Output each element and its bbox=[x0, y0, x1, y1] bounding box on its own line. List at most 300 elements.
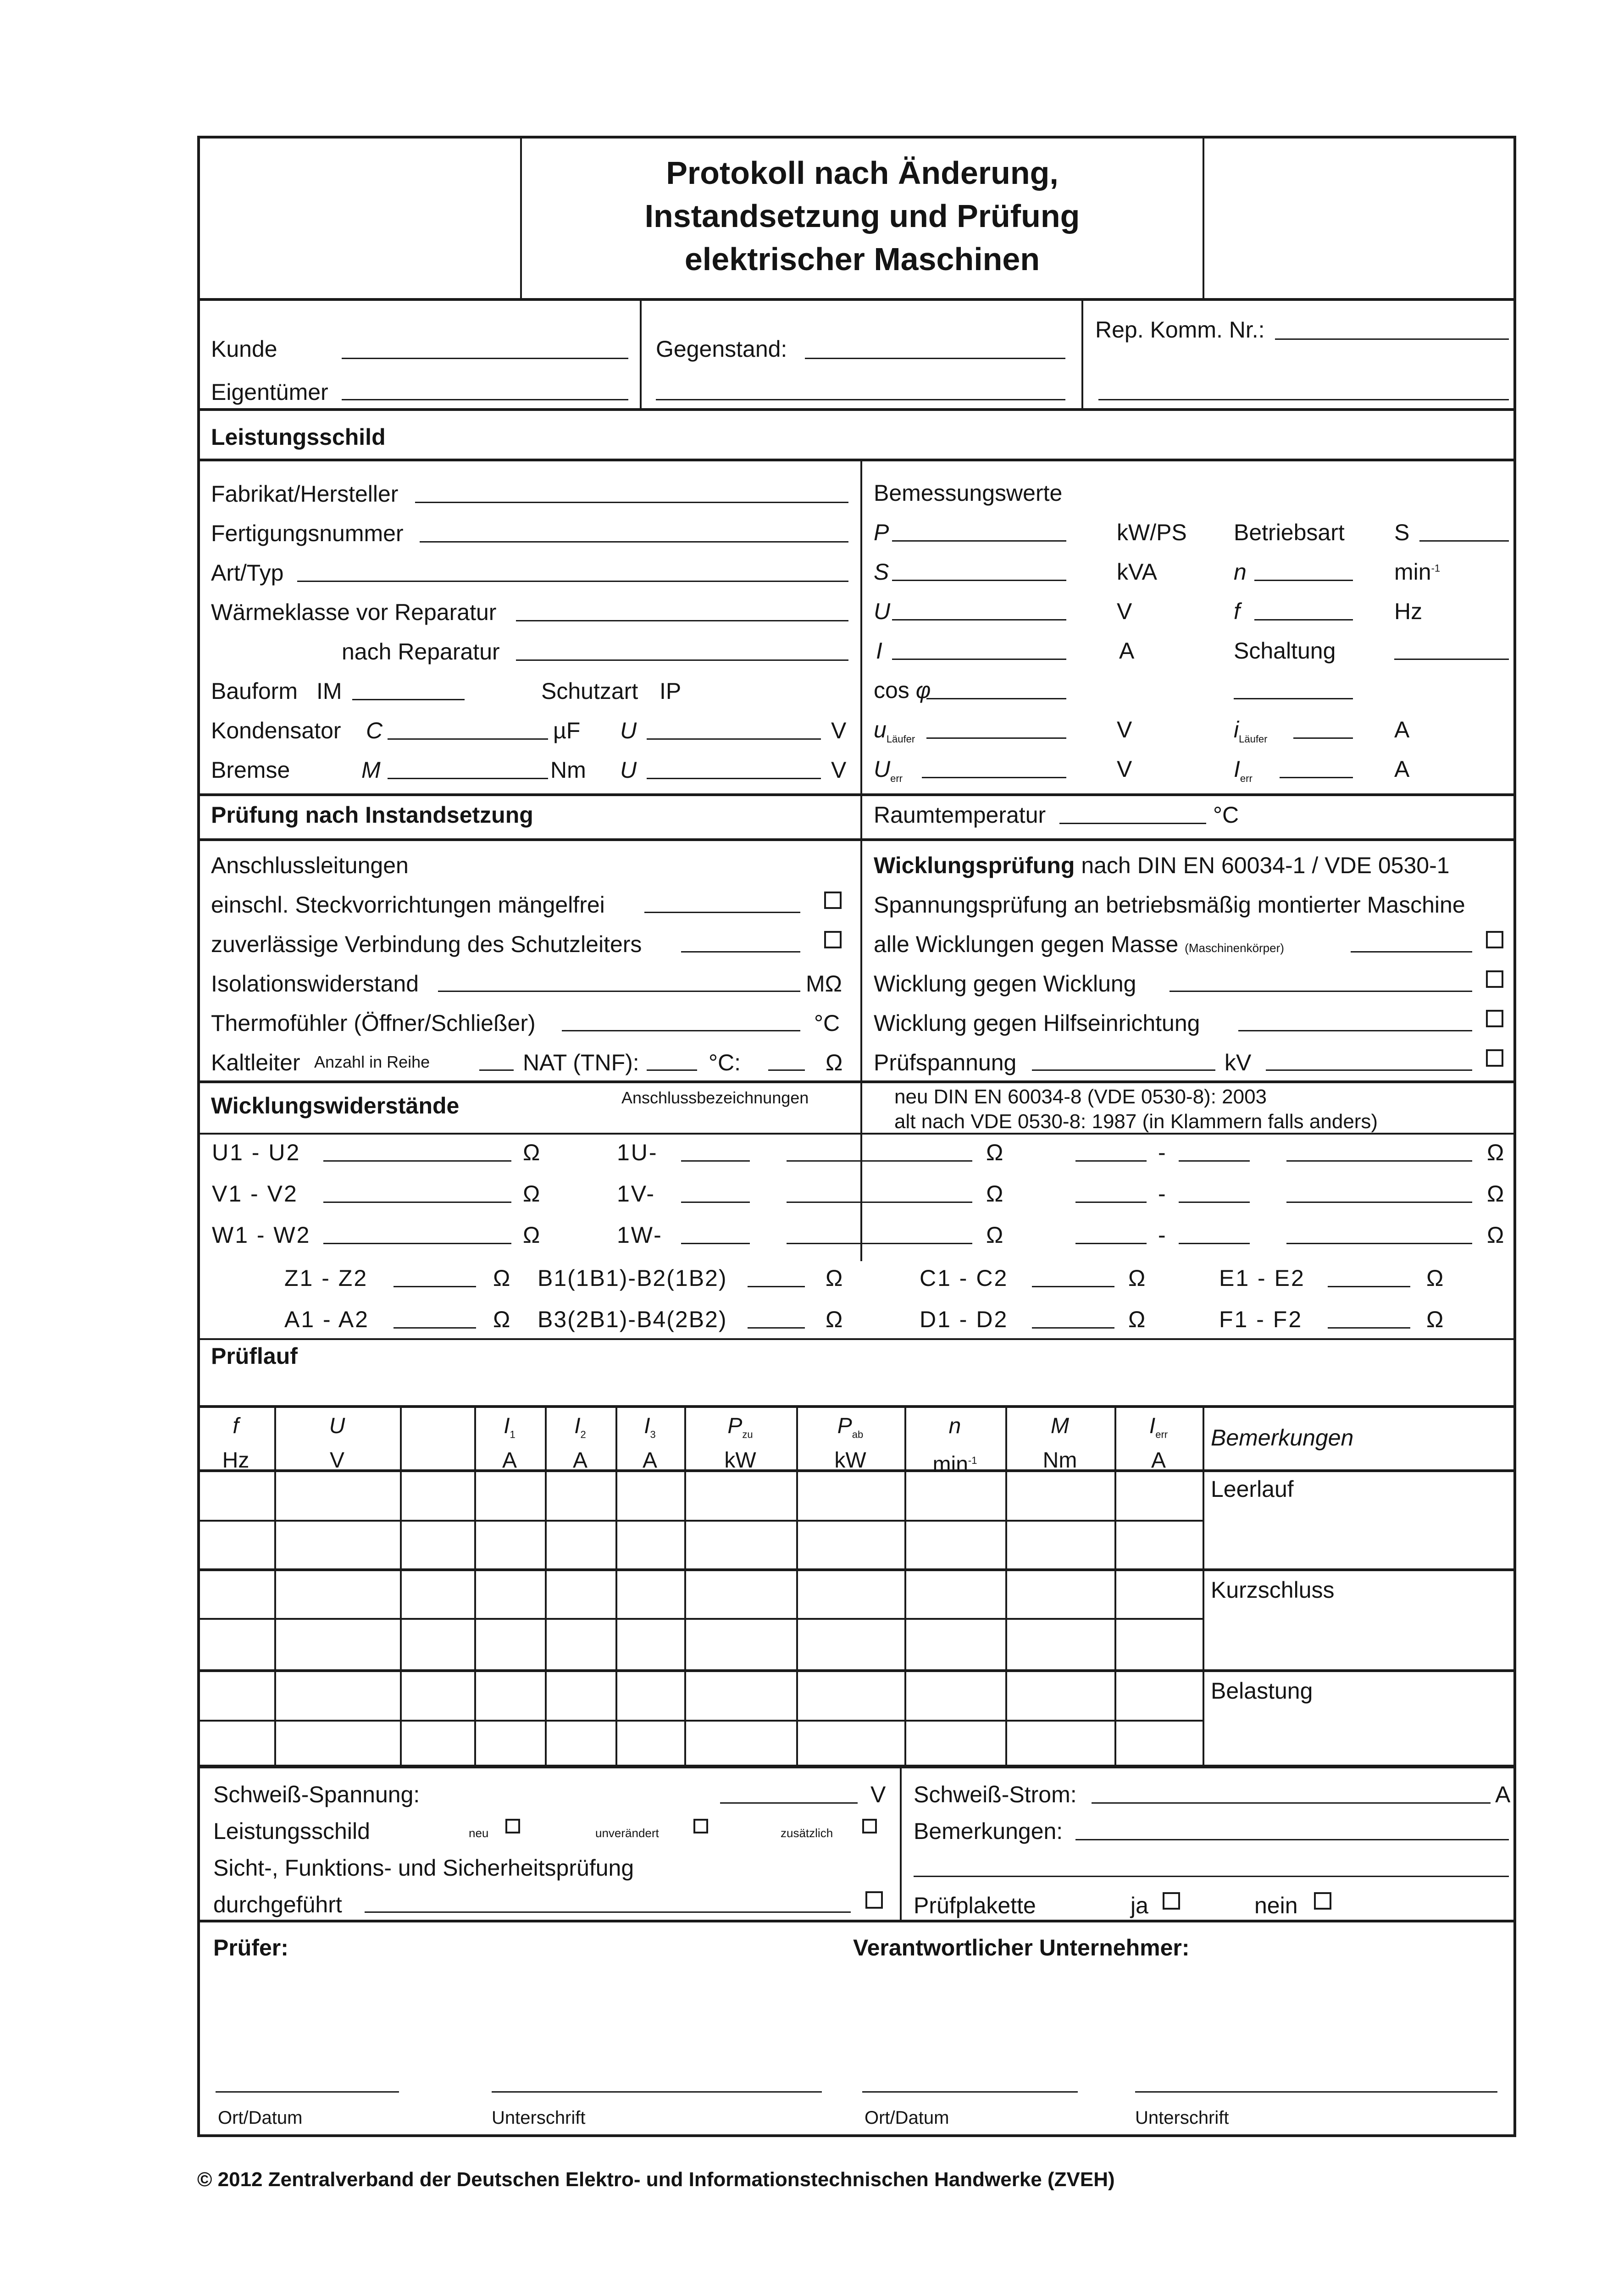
table-cell[interactable] bbox=[548, 1672, 615, 1719]
unternehmer-unterschrift-field[interactable] bbox=[1135, 2091, 1497, 2093]
winding-row-v-ohm: Ω bbox=[523, 1181, 540, 1207]
winding-row-v-field[interactable] bbox=[323, 1202, 511, 1203]
winding-b1-b2-label: B1(1B1)-B2(1B2) bbox=[538, 1265, 727, 1291]
table-cell[interactable] bbox=[200, 1621, 273, 1668]
table-cell[interactable] bbox=[618, 1672, 683, 1719]
pruefplakette-nein-checkbox[interactable] bbox=[1314, 1892, 1331, 1910]
u-err-symbol: $U_{err}$ bbox=[874, 756, 903, 784]
raumtemperatur-field[interactable] bbox=[1059, 823, 1206, 824]
frame-bottom bbox=[197, 2134, 1516, 2137]
winding-row-u-extra-value[interactable] bbox=[1286, 1160, 1472, 1162]
v-unit: V bbox=[1117, 598, 1132, 624]
table-header-unit: V bbox=[329, 1448, 344, 1473]
unternehmer-ort-datum-label: Ort/Datum bbox=[865, 2108, 949, 2128]
table-header-unit: $\min^{-1}$ bbox=[932, 1452, 977, 1477]
min-unit: $\min^{-1}$ bbox=[1394, 559, 1441, 585]
winding-row-w-old-field[interactable] bbox=[681, 1243, 750, 1244]
anschlussleitungen-label: Anschlussleitungen bbox=[211, 853, 409, 878]
table-header-symbol: $I_2$ bbox=[574, 1414, 586, 1440]
table-cell[interactable] bbox=[200, 1472, 273, 1519]
winding-row-u-old-field[interactable] bbox=[681, 1160, 750, 1162]
winding-row-u-ohm-3: Ω bbox=[1487, 1140, 1504, 1165]
customer-divider-1 bbox=[640, 298, 642, 408]
table-header-cell bbox=[474, 1413, 545, 1473]
pruefspannung-unit: kV bbox=[1225, 1050, 1252, 1075]
winding-row-v-extra-a[interactable] bbox=[1075, 1202, 1147, 1203]
winding-row-u-old: 1U- bbox=[617, 1140, 658, 1165]
table-cell[interactable] bbox=[403, 1672, 473, 1719]
header-bottom-line bbox=[197, 298, 1516, 301]
table-cell[interactable] bbox=[200, 1723, 273, 1765]
table-cell[interactable] bbox=[477, 1621, 544, 1668]
table-cell[interactable] bbox=[687, 1672, 795, 1719]
title-line-2: Instandsetzung und Prüfung bbox=[644, 198, 1080, 234]
welding-top-line bbox=[197, 1765, 1516, 1767]
steckvorrichtungen-field[interactable] bbox=[644, 912, 800, 913]
pruefer-ort-datum-label: Ort/Datum bbox=[218, 2108, 303, 2128]
kunde-label: Kunde bbox=[211, 336, 277, 362]
thermofuehler-unit: °C bbox=[814, 1010, 840, 1036]
table-header-unit: A bbox=[642, 1448, 657, 1473]
table-cell[interactable] bbox=[907, 1723, 1004, 1765]
nat-label: NAT (TNF): bbox=[523, 1050, 639, 1075]
winding-z1-z2-ohm: Ω bbox=[493, 1265, 510, 1291]
leistungsschild-zusaetzlich-checkbox[interactable] bbox=[862, 1819, 877, 1833]
sicht-pruefung-label: Sicht-, Funktions- und Sicherheitsprüfung bbox=[213, 1855, 634, 1881]
pruefspannung-label: Prüfspannung bbox=[874, 1050, 1017, 1075]
durchgefuehrt-checkbox[interactable] bbox=[865, 1891, 883, 1909]
welding-divider bbox=[900, 1765, 902, 1921]
betriebsart-label: Betriebsart bbox=[1234, 520, 1345, 545]
table-cell[interactable] bbox=[548, 1523, 615, 1567]
hilfseinrichtung-label: Wicklung gegen Hilfseinrichtung bbox=[874, 1010, 1200, 1036]
winding-row-v-extra-b[interactable] bbox=[1179, 1202, 1250, 1203]
title-line-3: elektrischer Maschinen bbox=[684, 241, 1040, 277]
leistungsschild-unveraendert-checkbox[interactable] bbox=[693, 1819, 708, 1833]
table-cell[interactable] bbox=[907, 1621, 1004, 1668]
bauform-field[interactable] bbox=[352, 699, 465, 700]
anzahl-in-reihe-label: Anzahl in Reihe bbox=[314, 1052, 430, 1071]
wicklungswiderstaende-heading: Wicklungswiderstände bbox=[211, 1093, 460, 1119]
table-cell[interactable] bbox=[403, 1472, 473, 1519]
thermofuehler-field[interactable] bbox=[562, 1030, 800, 1031]
pruefer-label: Prüfer: bbox=[213, 1935, 288, 1961]
spannungspruefung-label: Spannungsprüfung an betriebsmäßig montierter Maschine bbox=[874, 892, 1465, 918]
p-symbol: P bbox=[874, 520, 889, 545]
bremse-nm: Nm bbox=[550, 757, 586, 783]
raumtemperatur-label: Raumtemperatur bbox=[874, 802, 1046, 828]
winding-b1-b2-field[interactable] bbox=[748, 1286, 805, 1287]
winding-row-u-dash: - bbox=[1158, 1140, 1166, 1165]
u-err-unit: V bbox=[1117, 756, 1132, 782]
table-cell[interactable] bbox=[907, 1571, 1004, 1617]
fertigungsnummer-label: Fertigungsnummer bbox=[211, 521, 404, 546]
table-header-unit: kW bbox=[724, 1448, 756, 1473]
winding-a1-a2-ohm: Ω bbox=[493, 1307, 510, 1332]
table-header-symbol: $P_{zu}$ bbox=[727, 1414, 753, 1440]
table-cell[interactable] bbox=[799, 1621, 903, 1668]
kurzschluss-label: Kurzschluss bbox=[1211, 1577, 1335, 1603]
s-field[interactable] bbox=[892, 580, 1066, 581]
cos-phi-field[interactable] bbox=[926, 698, 1066, 699]
pruefer-ort-datum-field[interactable] bbox=[216, 2091, 399, 2093]
hilfseinrichtung-field[interactable] bbox=[1238, 1030, 1472, 1031]
winding-row-v-label: V1 - V2 bbox=[212, 1181, 298, 1207]
table-cell[interactable] bbox=[907, 1472, 1004, 1519]
table-cell[interactable] bbox=[618, 1472, 683, 1519]
table-cell[interactable] bbox=[477, 1723, 544, 1765]
pruefspannung-checkbox[interactable] bbox=[1486, 1049, 1503, 1067]
u-field[interactable] bbox=[892, 619, 1066, 620]
table-cell[interactable] bbox=[1117, 1523, 1202, 1567]
isolationswiderstand-label: Isolationswiderstand bbox=[211, 971, 419, 997]
i-laeufer-field[interactable] bbox=[1293, 737, 1353, 739]
table-cell[interactable] bbox=[548, 1723, 615, 1765]
winding-row-v-extra-value[interactable] bbox=[1286, 1202, 1472, 1203]
u-laeufer-symbol: $u_{Läufer}$ bbox=[874, 717, 915, 745]
leistungsschild-label: Leistungsschild bbox=[213, 1818, 370, 1844]
winding-f1-f2-label: F1 - F2 bbox=[1219, 1307, 1303, 1332]
table-header-unit: kW bbox=[834, 1448, 866, 1473]
unternehmer-ort-datum-field[interactable] bbox=[862, 2091, 1078, 2093]
betriebsart-s: S bbox=[1394, 520, 1410, 545]
schaltung-label: Schaltung bbox=[1234, 638, 1336, 664]
table-cell[interactable] bbox=[687, 1472, 795, 1519]
rep-komm-field-2[interactable] bbox=[1098, 399, 1509, 400]
table-cell[interactable] bbox=[477, 1672, 544, 1719]
hz-unit: Hz bbox=[1394, 598, 1423, 624]
schweiss-spannung-unit: V bbox=[870, 1782, 886, 1807]
pruefplakette-ja-label: ja bbox=[1131, 1893, 1148, 1918]
pruefspannung-field-2[interactable] bbox=[1266, 1069, 1472, 1071]
unternehmer-unterschrift-label: Unterschrift bbox=[1135, 2108, 1229, 2128]
bremse-label: Bremse bbox=[211, 757, 290, 783]
pruefer-unterschrift-field[interactable] bbox=[492, 2091, 822, 2093]
table-cell[interactable] bbox=[618, 1723, 683, 1765]
winding-row-u-extra-b[interactable] bbox=[1179, 1160, 1250, 1162]
leistungsschild-heading: Leistungsschild bbox=[211, 424, 386, 450]
schaltung-field-2[interactable] bbox=[1234, 698, 1353, 699]
prueflauf-table-top bbox=[197, 1405, 1516, 1408]
alle-wicklungen-field[interactable] bbox=[1351, 951, 1472, 953]
table-cell[interactable] bbox=[1008, 1723, 1114, 1765]
nat-temp-field[interactable] bbox=[768, 1069, 805, 1071]
table-cell[interactable] bbox=[799, 1472, 903, 1519]
winding-c1-c2-field[interactable] bbox=[1032, 1286, 1114, 1287]
im-label: IM bbox=[316, 678, 342, 704]
table-cell[interactable] bbox=[618, 1523, 683, 1567]
u-laeufer-field[interactable] bbox=[926, 737, 1066, 739]
u-laeufer-unit: V bbox=[1117, 717, 1132, 742]
eigentuemer-field[interactable] bbox=[342, 399, 628, 400]
table-cell[interactable] bbox=[403, 1621, 473, 1668]
winding-row-w-extra-a[interactable] bbox=[1075, 1243, 1147, 1244]
table-cell[interactable] bbox=[1117, 1472, 1202, 1519]
cos-phi-label: cos φ bbox=[874, 677, 931, 703]
f-symbol: f bbox=[1234, 598, 1240, 624]
title-line-1: Protokoll nach Änderung, bbox=[666, 155, 1059, 191]
frame-top bbox=[197, 136, 1516, 138]
table-header-symbol: $P_{ab}$ bbox=[837, 1414, 864, 1440]
winding-row-u-field[interactable] bbox=[323, 1160, 511, 1162]
winding-c1-c2-label: C1 - C2 bbox=[920, 1265, 1009, 1291]
nat-temp-label: °C: bbox=[709, 1050, 741, 1075]
alt-vde-label: alt nach VDE 0530-8: 1987 (in Klammern falls anders) bbox=[894, 1110, 1378, 1133]
u-symbol: U bbox=[874, 598, 891, 624]
winding-f1-f2-ohm: Ω bbox=[1426, 1307, 1444, 1332]
wicklung-wicklung-field[interactable] bbox=[1170, 991, 1472, 992]
ip-label: IP bbox=[660, 678, 682, 704]
header-divider-right bbox=[1203, 136, 1204, 300]
winding-row-u-extra-a[interactable] bbox=[1075, 1160, 1147, 1162]
table-cell[interactable] bbox=[1117, 1723, 1202, 1765]
schweiss-strom-field[interactable] bbox=[1092, 1802, 1491, 1804]
kondensator-u: U bbox=[620, 718, 637, 743]
winding-row-w-ohm-2: Ω bbox=[986, 1222, 1003, 1248]
pruefung-heading-line bbox=[197, 838, 1516, 841]
kunde-field[interactable] bbox=[342, 358, 628, 359]
winding-b3-b4-field[interactable] bbox=[748, 1327, 805, 1329]
winding-row-u-value[interactable] bbox=[787, 1160, 972, 1162]
winding-a1-a2-field[interactable] bbox=[394, 1327, 476, 1329]
anzahl-in-reihe-field[interactable] bbox=[479, 1069, 514, 1071]
nat-field[interactable] bbox=[647, 1069, 697, 1071]
table-cell[interactable] bbox=[687, 1723, 795, 1765]
schutzleiter-field[interactable] bbox=[681, 951, 800, 953]
winding-row-w-field[interactable] bbox=[323, 1243, 511, 1244]
gegenstand-field[interactable] bbox=[805, 358, 1065, 359]
schweiss-strom-unit: A bbox=[1495, 1782, 1511, 1807]
table-cell[interactable] bbox=[277, 1472, 399, 1519]
nameplate-divider bbox=[860, 459, 862, 1261]
raumtemperatur-unit: °C bbox=[1213, 802, 1239, 828]
table-cell[interactable] bbox=[200, 1571, 273, 1617]
schaltung-field[interactable] bbox=[1394, 659, 1509, 660]
kondensator-c: C bbox=[366, 718, 383, 743]
winding-z1-z2-field[interactable] bbox=[394, 1286, 476, 1287]
steckvorrichtungen-label: einschl. Steckvorrichtungen mängelfrei bbox=[211, 892, 605, 918]
table-header-unit: A bbox=[572, 1448, 588, 1473]
i-err-symbol: $I_{err}$ bbox=[1234, 756, 1253, 784]
table-row-line bbox=[197, 1618, 1203, 1620]
winding-row-w-old: 1W- bbox=[617, 1222, 663, 1248]
header-divider-left bbox=[520, 136, 522, 300]
table-cell[interactable] bbox=[618, 1621, 683, 1668]
table-row-line bbox=[197, 1720, 1203, 1722]
table-cell[interactable] bbox=[799, 1571, 903, 1617]
pruefspannung-field[interactable] bbox=[1032, 1069, 1215, 1071]
winding-row-w-ohm: Ω bbox=[523, 1222, 540, 1248]
table-cell[interactable] bbox=[548, 1571, 615, 1617]
table-column-line bbox=[400, 1405, 402, 1766]
table-header-symbol: $I_1$ bbox=[504, 1414, 515, 1440]
winding-row-v-value[interactable] bbox=[787, 1202, 972, 1203]
winding-row-v-dash: - bbox=[1158, 1181, 1166, 1207]
table-cell[interactable] bbox=[687, 1621, 795, 1668]
anschlussbezeichnungen-label: Anschlussbezeichnungen bbox=[621, 1088, 809, 1107]
table-cell[interactable] bbox=[277, 1621, 399, 1668]
art-typ-field[interactable] bbox=[297, 581, 848, 582]
nach-reparatur-field[interactable] bbox=[516, 659, 848, 661]
pruefplakette-ja-checkbox[interactable] bbox=[1163, 1892, 1180, 1910]
table-cell[interactable] bbox=[277, 1672, 399, 1719]
table-cell[interactable] bbox=[403, 1523, 473, 1567]
kondensator-u-field[interactable] bbox=[647, 738, 821, 740]
table-cell[interactable] bbox=[1117, 1571, 1202, 1617]
table-row-line bbox=[197, 1520, 1203, 1522]
table-cell[interactable] bbox=[200, 1523, 273, 1567]
table-header-symbol: $I_3$ bbox=[644, 1414, 656, 1440]
table-cell[interactable] bbox=[1117, 1672, 1202, 1719]
winding-a1-a2-label: A1 - A2 bbox=[284, 1307, 369, 1332]
table-cell[interactable] bbox=[687, 1523, 795, 1567]
leistungsschild-heading-line bbox=[197, 459, 1516, 461]
steckvorrichtungen-checkbox[interactable] bbox=[824, 892, 842, 909]
page-title bbox=[523, 151, 1202, 281]
rep-komm-field[interactable] bbox=[1275, 338, 1509, 340]
table-cell[interactable] bbox=[477, 1472, 544, 1519]
winding-d1-d2-field[interactable] bbox=[1032, 1327, 1114, 1329]
table-header-unit: A bbox=[502, 1448, 517, 1473]
table-cell[interactable] bbox=[548, 1472, 615, 1519]
table-cell[interactable] bbox=[1008, 1472, 1114, 1519]
isolationswiderstand-field[interactable] bbox=[438, 991, 800, 992]
table-header-cell bbox=[197, 1413, 274, 1473]
winding-row-w-dash: - bbox=[1158, 1222, 1166, 1248]
winding-row-w-extra-b[interactable] bbox=[1179, 1243, 1250, 1244]
a-unit: A bbox=[1119, 638, 1135, 664]
table-cell[interactable] bbox=[277, 1523, 399, 1567]
table-header-symbol: M bbox=[1051, 1414, 1069, 1438]
waermeklasse-vor-field[interactable] bbox=[516, 620, 848, 621]
signatures-top-line bbox=[197, 1920, 1516, 1922]
table-cell[interactable] bbox=[1008, 1571, 1114, 1617]
fabrikat-field[interactable] bbox=[415, 502, 848, 503]
betriebsart-field[interactable] bbox=[1419, 540, 1509, 542]
bremse-m-field[interactable] bbox=[388, 778, 548, 779]
leistungsschild-unveraendert-label: unverändert bbox=[595, 1826, 659, 1840]
hilfseinrichtung-checkbox[interactable] bbox=[1486, 1010, 1503, 1027]
eigentuemer-label: Eigentümer bbox=[211, 379, 328, 405]
schutzleiter-checkbox[interactable] bbox=[824, 931, 842, 948]
table-cell[interactable] bbox=[277, 1571, 399, 1617]
table-cell[interactable] bbox=[548, 1621, 615, 1668]
n-field[interactable] bbox=[1254, 580, 1353, 581]
winding-e1-e2-label: E1 - E2 bbox=[1219, 1265, 1305, 1291]
s-symbol: S bbox=[874, 559, 889, 585]
schutzart-label: Schutzart bbox=[541, 678, 638, 704]
wicklungswiderstaende-heading-line bbox=[197, 1133, 1516, 1135]
winding-row-v-old-field[interactable] bbox=[681, 1202, 750, 1203]
prueflauf-heading: Prüflauf bbox=[211, 1343, 298, 1369]
unternehmer-label: Verantwortlicher Unternehmer: bbox=[853, 1935, 1190, 1961]
table-cell[interactable] bbox=[799, 1523, 903, 1567]
i-symbol: I bbox=[876, 638, 882, 664]
leistungsschild-neu-checkbox[interactable] bbox=[505, 1819, 520, 1833]
fertigungsnummer-field[interactable] bbox=[420, 541, 848, 543]
table-cell[interactable] bbox=[907, 1672, 1004, 1719]
winding-b1-b2-ohm: Ω bbox=[826, 1265, 843, 1291]
table-cell[interactable] bbox=[799, 1672, 903, 1719]
customer-bottom-line bbox=[197, 408, 1516, 411]
schweiss-strom-label: Schweiß-Strom: bbox=[914, 1782, 1077, 1807]
gegenstand-field-2[interactable] bbox=[656, 399, 1065, 400]
wicklungspruefung-label: Wicklungsprüfung nach DIN EN 60034-1 / VDE 0530-1 bbox=[874, 853, 1450, 878]
winding-f1-f2-field[interactable] bbox=[1328, 1327, 1410, 1329]
table-cell[interactable] bbox=[1008, 1621, 1114, 1668]
winding-row-w-extra-value[interactable] bbox=[1286, 1243, 1472, 1244]
winding-row-u-ohm-2: Ω bbox=[986, 1140, 1003, 1165]
i-field[interactable] bbox=[892, 659, 1066, 660]
kondensator-c-field[interactable] bbox=[388, 738, 548, 740]
durchgefuehrt-field[interactable] bbox=[365, 1911, 851, 1913]
winding-row-w-value[interactable] bbox=[787, 1243, 972, 1244]
table-cell[interactable] bbox=[1117, 1621, 1202, 1668]
pruefplakette-nein-label: nein bbox=[1254, 1893, 1298, 1918]
table-cell[interactable] bbox=[799, 1723, 903, 1765]
winding-e1-e2-ohm: Ω bbox=[1426, 1265, 1444, 1291]
bremse-u-field[interactable] bbox=[647, 778, 821, 779]
table-header-cell bbox=[796, 1413, 904, 1473]
schutzleiter-label: zuverlässige Verbindung des Schutzleiters bbox=[211, 931, 642, 957]
wicklung-wicklung-checkbox[interactable] bbox=[1486, 970, 1503, 988]
winding-row-v-ohm-2: Ω bbox=[986, 1181, 1003, 1207]
alle-wicklungen-label: alle Wicklungen gegen Masse (Maschinenkörper) bbox=[874, 931, 1284, 957]
schweiss-spannung-field[interactable] bbox=[720, 1802, 858, 1804]
winding-row-v-old: 1V- bbox=[617, 1181, 656, 1207]
leistungsschild-zusaetzlich-label: zusätzlich bbox=[781, 1826, 833, 1840]
table-cell[interactable] bbox=[907, 1523, 1004, 1567]
frame-right bbox=[1513, 136, 1516, 2137]
table-cell[interactable] bbox=[1008, 1523, 1114, 1567]
table-cell[interactable] bbox=[403, 1723, 473, 1765]
isolationswiderstand-unit: MΩ bbox=[806, 971, 842, 997]
winding-z1-z2-label: Z1 - Z2 bbox=[284, 1265, 368, 1291]
table-cell[interactable] bbox=[477, 1571, 544, 1617]
table-cell[interactable] bbox=[477, 1523, 544, 1567]
neu-din-label: neu DIN EN 60034-8 (VDE 0530-8): 2003 bbox=[894, 1086, 1267, 1108]
kva-unit: kVA bbox=[1117, 559, 1157, 585]
rep-komm-label: Rep. Komm. Nr.: bbox=[1095, 317, 1265, 343]
fabrikat-label: Fabrikat/Hersteller bbox=[211, 481, 399, 507]
durchgefuehrt-label: durchgeführt bbox=[213, 1892, 342, 1917]
kondensator-uf: µF bbox=[553, 718, 581, 743]
table-cell[interactable] bbox=[277, 1723, 399, 1765]
table-header-unit: Hz bbox=[222, 1448, 249, 1473]
table-header-cell bbox=[904, 1413, 1005, 1478]
table-cell[interactable] bbox=[200, 1672, 273, 1719]
winding-row-v-ohm-3: Ω bbox=[1487, 1181, 1504, 1207]
table-header-symbol: $I_{err}$ bbox=[1149, 1414, 1168, 1440]
i-err-field[interactable] bbox=[1280, 777, 1353, 778]
table-cell[interactable] bbox=[1008, 1672, 1114, 1719]
u-err-field[interactable] bbox=[922, 777, 1066, 778]
table-cell[interactable] bbox=[687, 1571, 795, 1617]
bemerkungen-field[interactable] bbox=[1075, 1839, 1509, 1840]
table-cell[interactable] bbox=[403, 1571, 473, 1617]
bremse-v: V bbox=[831, 757, 847, 783]
i-laeufer-unit: A bbox=[1394, 717, 1410, 742]
kw-ps-unit: kW/PS bbox=[1117, 520, 1187, 545]
alle-wicklungen-checkbox[interactable] bbox=[1486, 931, 1503, 948]
belastung-label: Belastung bbox=[1211, 1678, 1313, 1704]
p-field[interactable] bbox=[892, 540, 1066, 542]
table-cell[interactable] bbox=[618, 1571, 683, 1617]
bemerkungen-field-2[interactable] bbox=[914, 1876, 1509, 1877]
f-field[interactable] bbox=[1254, 619, 1353, 620]
winding-e1-e2-field[interactable] bbox=[1328, 1286, 1410, 1287]
table-header-cell bbox=[615, 1413, 684, 1473]
